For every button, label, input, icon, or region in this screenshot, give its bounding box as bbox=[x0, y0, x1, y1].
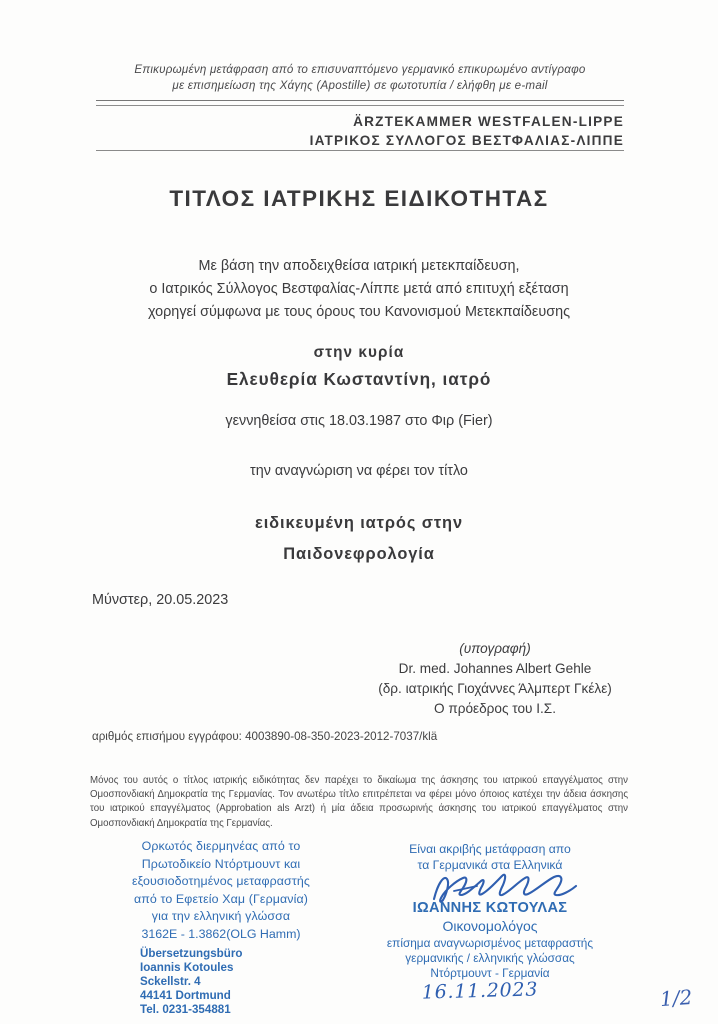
certifier-name: ΙΩΑΝΝΗΣ ΚΩΤΟΥΛΑΣ bbox=[412, 900, 568, 916]
reference-number: αριθμός επισήμου εγγράφου: 4003890-08-350-2023-2012-7037/klä bbox=[92, 730, 438, 743]
recognition-statement: την αναγνώριση να φέρει τον τίτλο bbox=[250, 463, 468, 479]
certifier-qualification bbox=[330, 936, 650, 982]
translator-stamp-line-1: Ορκωτός διερμηνέας από το bbox=[141, 839, 301, 853]
translation-note bbox=[96, 62, 624, 94]
address-line-3: Sckellstr. 4 bbox=[140, 974, 201, 988]
translation-note-line-1: Επικυρωμένη μετάφραση από το επισυναπτόμενο γερμανικό επικυρωμένο αντίγραφο bbox=[134, 63, 586, 76]
page-number: 1/2 bbox=[659, 984, 693, 1012]
recipient-name: Ελευθερία Κωσταντίνη, ιατρό bbox=[226, 369, 492, 389]
signatory-name-greek: (δρ. ιατρικής Γιοχάννες Άλμπερτ Γκέλε) bbox=[378, 681, 612, 696]
birth-details: γεννηθείσα στις 18.03.1987 στο Φιρ (Fier) bbox=[225, 413, 493, 429]
translator-address bbox=[140, 947, 242, 1017]
certification-line-2: τα Γερμανικά στα Ελληνικά bbox=[417, 858, 563, 872]
signature-label: (υπογραφή) bbox=[459, 641, 531, 656]
intro-line-2: ο Ιατρικός Σύλλογος Βεστφαλίας-Λίππε μετά από επιτυχή εξέταση bbox=[149, 281, 569, 297]
address-line-1: Übersetzungsbüro bbox=[140, 947, 243, 960]
translator-stamp-line-5: για την ελληνική γλώσσα bbox=[151, 909, 291, 924]
address-line-2: Ioannis Kotoules bbox=[140, 960, 234, 974]
address-line-4: 44141 Dortmund bbox=[140, 988, 231, 1002]
header-single-rule bbox=[96, 150, 624, 151]
speciality-title bbox=[59, 508, 659, 570]
certifier-qualification-line-2: γερμανικής / ελληνικής γλώσσας bbox=[405, 951, 575, 966]
certifier-role: Οικονομολόγος bbox=[442, 918, 538, 934]
issuing-authority bbox=[96, 112, 624, 150]
translator-stamp-line-4: από το Εφετείο Χαμ (Γερμανία) bbox=[133, 891, 309, 906]
recipient-salutation: στην κυρία bbox=[313, 344, 405, 361]
translation-note-line-2: με επισημείωση της Χάγης (Apostille) σε φωτοτυπία / ελήφθη με e-mail bbox=[172, 79, 548, 92]
intro-line-3: χορηγεί σύμφωνα με τους όρους του Κανονισμού Μετεκπαίδευσης bbox=[147, 304, 571, 320]
speciality-line-1: ειδικευμένη ιατρός στην bbox=[255, 514, 463, 532]
intro-line-1: Με βάση την αποδειχθείσα ιατρική μετεκπαίδευση, bbox=[198, 258, 520, 274]
authority-name-german: ÄRZTEKAMMER WESTFALEN-LIPPE bbox=[353, 114, 624, 129]
address-line-5: Tel. 0231-354881 bbox=[140, 1002, 231, 1016]
signatory-name-german: Dr. med. Johannes Albert Gehle bbox=[398, 661, 592, 676]
signatory-role: Ο πρόεδρος του Ι.Σ. bbox=[434, 701, 556, 716]
speciality-line-2: Παιδονεφρολογία bbox=[283, 545, 435, 563]
authority-signature-block bbox=[330, 639, 660, 719]
authority-name-greek: ΙΑΤΡΙΚΟΣ ΣΥΛΛΟΓΟΣ ΒΕΣΤΦΑΛΙΑΣ-ΛΙΠΠΕ bbox=[309, 133, 624, 148]
certification-date: 16.11.2023 bbox=[421, 978, 539, 1004]
translator-stamp-line-2: Πρωτοδικείο Ντόρτμουντ και bbox=[141, 856, 301, 871]
intro-paragraph bbox=[59, 255, 659, 324]
header-double-rule bbox=[96, 100, 624, 106]
legal-footnote: Μόνος του αυτός ο τίτλος ιατρικής ειδικότητας δεν παρέχει το δικαίωμα της άσκησης του ιατρικού επαγγέλματος στην Ομοσπονδιακή Δημοκρατία της Γερμανίας. Τον ανωτέρω τίτλο επιτρέπεται να φέρει μόνο όποιος κατέχει την άδεια άσκησης του ιατρικού επαγγέλματος (Approbation als Arzt) ή μία άδεια προσωρινής άσκησης του ιατρικού επαγγέλματος στην Ομοσπονδιακή Δημοκρατία της Γερμανίας. bbox=[90, 775, 628, 829]
place-and-date: Μύνστερ, 20.05.2023 bbox=[92, 592, 229, 608]
certifier-qualification-line-1: επίσημα αναγνωρισμένος μεταφραστής bbox=[386, 936, 594, 950]
translator-stamp-line-3: εξουσιοδοτημένος μεταφραστής bbox=[132, 874, 310, 889]
translator-stamp-code: 3162Ε - 1.3862(OLG Hamm) bbox=[141, 926, 301, 941]
certifier-qualification-line-3: Ντόρτμουντ - Γερμανία bbox=[430, 966, 550, 981]
certification-statement bbox=[352, 841, 628, 873]
certification-line-1: Είναι ακριβής μετάφραση απο bbox=[409, 842, 571, 856]
translator-stamp bbox=[92, 838, 350, 944]
page-title: ΤΙΤΛΟΣ ΙΑΤΡΙΚΗΣ ΕΙΔΙΚΟΤΗΤΑΣ bbox=[169, 186, 549, 211]
